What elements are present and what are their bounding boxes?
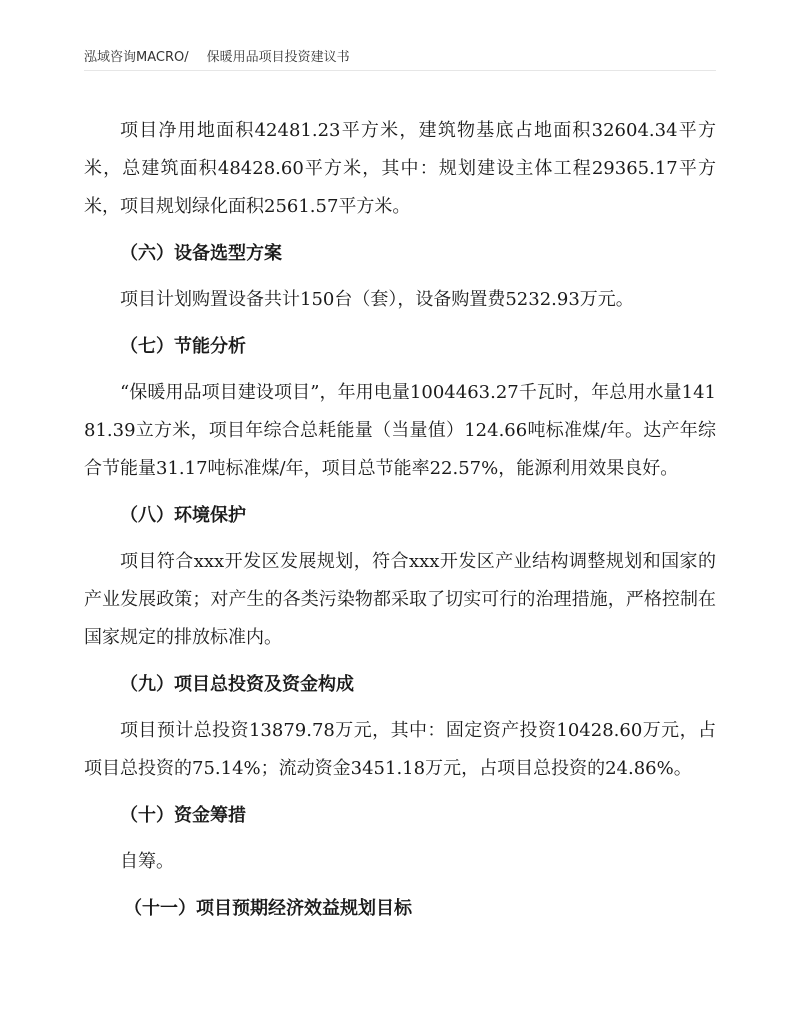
paragraph-environment: 项目符合xxx开发区发展规划，符合xxx开发区产业结构调整规划和国家的产业发展政策；对产生的各类污染物都采取了切实可行的治理措施，严格控制在国家规定的排放标准内。 — [84, 551, 716, 648]
heading-funding: （十）资金筹措 — [120, 805, 246, 826]
heading-economic-targets: （十一）项目预期经济效益规划目标 — [124, 898, 412, 919]
document-body — [84, 112, 716, 936]
header-divider — [84, 70, 716, 71]
heading-environment: （八）环境保护 — [120, 505, 246, 526]
paragraph-investment: 项目预计总投资13879.78万元，其中：固定资产投资10428.60万元，占项目总投资的75.14%；流动资金3451.18万元，占项目总投资的24.86%。 — [84, 720, 716, 779]
heading-investment: （九）项目总投资及资金构成 — [120, 674, 354, 695]
header-source: 泓域咨询MACRO/ — [84, 50, 189, 65]
paragraph-energy: “保暖用品项目建设项目”，年用电量1004463.27千瓦时，年总用水量14181.39立方米，项目年综合总耗能量（当量值）124.66吨标准煤/年。达产年综合节能量31.17吨标准煤/年，项目总节能率22.57%，能源利用效果良好。 — [84, 382, 716, 479]
paragraph-equipment: 项目计划购置设备共计150台（套），设备购置费5232.93万元。 — [120, 289, 634, 310]
page-header — [84, 46, 350, 65]
header-doc-title: 保暖用品项目投资建议书 — [206, 50, 350, 65]
heading-energy: （七）节能分析 — [120, 336, 246, 357]
heading-equipment: （六）设备选型方案 — [120, 243, 282, 264]
paragraph-funding: 自筹。 — [120, 851, 174, 872]
paragraph-land-area: 项目净用地面积42481.23平方米，建筑物基底占地面积32604.34平方米，总建筑面积48428.60平方米，其中：规划建设主体工程29365.17平方米，项目规划绿化面积2561.57平方米。 — [84, 120, 716, 217]
